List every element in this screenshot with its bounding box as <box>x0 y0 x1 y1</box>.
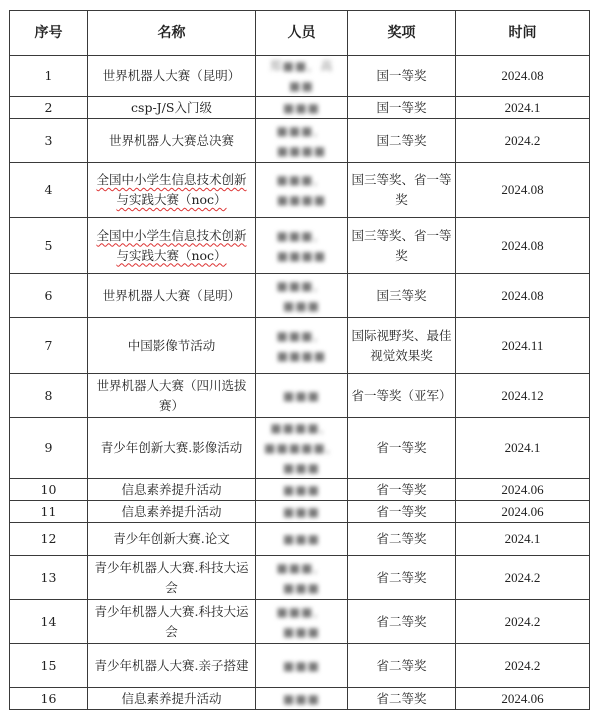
row-no: 5 <box>10 218 88 274</box>
row-time: 2024.2 <box>456 600 590 644</box>
row-no: 8 <box>10 374 88 418</box>
table-row <box>10 688 590 710</box>
redacted-person: ■■■■，■■■■■，■■■ <box>264 421 339 475</box>
row-award: 省二等奖 <box>348 688 456 710</box>
row-award: 国三等奖、省一等奖 <box>348 218 456 274</box>
row-name: 世界机器人大赛（昆明） <box>88 274 256 318</box>
redacted-person: ■■■ <box>282 658 320 673</box>
row-no: 11 <box>10 501 88 523</box>
row-time: 2024.1 <box>456 523 590 556</box>
row-award: 省二等奖 <box>348 644 456 688</box>
row-no: 15 <box>10 644 88 688</box>
row-time: 2024.2 <box>456 644 590 688</box>
row-person <box>256 556 348 600</box>
row-award: 国三等奖 <box>348 274 456 318</box>
row-person <box>256 163 348 218</box>
awards-document <box>9 10 590 710</box>
row-person <box>256 479 348 501</box>
redacted-person: ■■■，■■■ <box>276 604 327 639</box>
row-person <box>256 318 348 374</box>
row-time: 2024.06 <box>456 501 590 523</box>
header-person: 人员 <box>256 11 348 56</box>
row-person <box>256 600 348 644</box>
row-name: 青少年创新大赛.影像活动 <box>88 418 256 479</box>
row-name-text: 全国中小学生信息技术创新与实践大赛（noc） <box>96 227 247 263</box>
table-row <box>10 479 590 501</box>
table-row <box>10 97 590 119</box>
row-no: 10 <box>10 479 88 501</box>
row-award: 国一等奖 <box>348 56 456 97</box>
row-person <box>256 274 348 318</box>
row-person <box>256 688 348 710</box>
row-no: 13 <box>10 556 88 600</box>
row-time: 2024.08 <box>456 56 590 97</box>
table-row <box>10 418 590 479</box>
row-name: 青少年机器人大赛.亲子搭建 <box>88 644 256 688</box>
row-no: 4 <box>10 163 88 218</box>
table-row <box>10 56 590 97</box>
header-time: 时间 <box>456 11 590 56</box>
row-time: 2024.1 <box>456 97 590 119</box>
row-award: 省一等奖（亚军） <box>348 374 456 418</box>
row-person <box>256 644 348 688</box>
header-award: 奖项 <box>348 11 456 56</box>
row-time: 2024.1 <box>456 418 590 479</box>
row-person <box>256 418 348 479</box>
row-person <box>256 56 348 97</box>
redacted-person: ■■■，■■■ <box>276 560 327 595</box>
row-name: 世界机器人大赛（四川选拔赛） <box>88 374 256 418</box>
redacted-person: ■■■ <box>282 388 320 403</box>
row-time: 2024.2 <box>456 119 590 163</box>
row-no: 14 <box>10 600 88 644</box>
row-no: 1 <box>10 56 88 97</box>
row-name <box>88 163 256 218</box>
row-name: 世界机器人大赛（昆明） <box>88 56 256 97</box>
row-no: 9 <box>10 418 88 479</box>
table-row <box>10 274 590 318</box>
row-no: 16 <box>10 688 88 710</box>
row-time: 2024.06 <box>456 479 590 501</box>
row-no: 12 <box>10 523 88 556</box>
redacted-person: ■■■，■■■■ <box>276 328 327 363</box>
row-award: 国二等奖 <box>348 119 456 163</box>
table-row <box>10 218 590 274</box>
row-no: 6 <box>10 274 88 318</box>
row-no: 2 <box>10 97 88 119</box>
table-row <box>10 318 590 374</box>
row-no: 3 <box>10 119 88 163</box>
table-row <box>10 556 590 600</box>
table-row <box>10 501 590 523</box>
table-row <box>10 374 590 418</box>
table-row <box>10 523 590 556</box>
row-person <box>256 501 348 523</box>
redacted-person: ■■■ <box>282 100 320 115</box>
header-row <box>10 11 590 56</box>
row-name: 中国影像节活动 <box>88 318 256 374</box>
row-name: csp-J/S入门级 <box>88 97 256 119</box>
row-award: 国际视野奖、最佳视觉效果奖 <box>348 318 456 374</box>
redacted-person: 郑■■，高■■ <box>269 59 334 93</box>
redacted-person: ■■■ <box>282 532 320 546</box>
row-person <box>256 119 348 163</box>
row-name-text: 全国中小学生信息技术创新与实践大赛（noc） <box>96 172 247 207</box>
row-time: 2024.08 <box>456 274 590 318</box>
redacted-person: ■■■ <box>282 504 320 519</box>
row-award: 省一等奖 <box>348 418 456 479</box>
row-award: 省二等奖 <box>348 523 456 556</box>
row-name <box>88 218 256 274</box>
row-time: 2024.2 <box>456 556 590 600</box>
row-time: 2024.08 <box>456 163 590 218</box>
row-time: 2024.12 <box>456 374 590 418</box>
table-row <box>10 644 590 688</box>
redacted-person: ■■■，■■■ <box>276 278 327 313</box>
redacted-person: ■■■ <box>282 482 320 497</box>
row-person <box>256 97 348 119</box>
table-row <box>10 163 590 218</box>
row-time: 2024.06 <box>456 688 590 710</box>
row-name: 信息素养提升活动 <box>88 501 256 523</box>
row-name: 青少年创新大赛.论文 <box>88 523 256 556</box>
row-time: 2024.08 <box>456 218 590 274</box>
redacted-person: ■■■ <box>282 691 320 706</box>
row-name: 信息素养提升活动 <box>88 688 256 710</box>
row-name: 青少年机器人大赛.科技大运会 <box>88 600 256 644</box>
row-award: 国一等奖 <box>348 97 456 119</box>
row-award: 国三等奖、省一等奖 <box>348 163 456 218</box>
row-no: 7 <box>10 318 88 374</box>
table-row <box>10 600 590 644</box>
redacted-person: ■■■，■■■■ <box>276 173 327 207</box>
redacted-person: ■■■，■■■■ <box>276 228 327 263</box>
header-name: 名称 <box>88 11 256 56</box>
row-name: 世界机器人大赛总决赛 <box>88 119 256 163</box>
table-row <box>10 119 590 163</box>
row-award: 省二等奖 <box>348 556 456 600</box>
row-person <box>256 523 348 556</box>
row-award: 省二等奖 <box>348 600 456 644</box>
row-name: 青少年机器人大赛.科技大运会 <box>88 556 256 600</box>
row-person <box>256 374 348 418</box>
awards-table <box>9 10 590 710</box>
row-name: 信息素养提升活动 <box>88 479 256 501</box>
row-award: 省一等奖 <box>348 479 456 501</box>
redacted-person: ■■■，■■■■ <box>276 123 327 158</box>
row-award: 省一等奖 <box>348 501 456 523</box>
header-no: 序号 <box>10 11 88 56</box>
row-time: 2024.11 <box>456 318 590 374</box>
row-person <box>256 218 348 274</box>
